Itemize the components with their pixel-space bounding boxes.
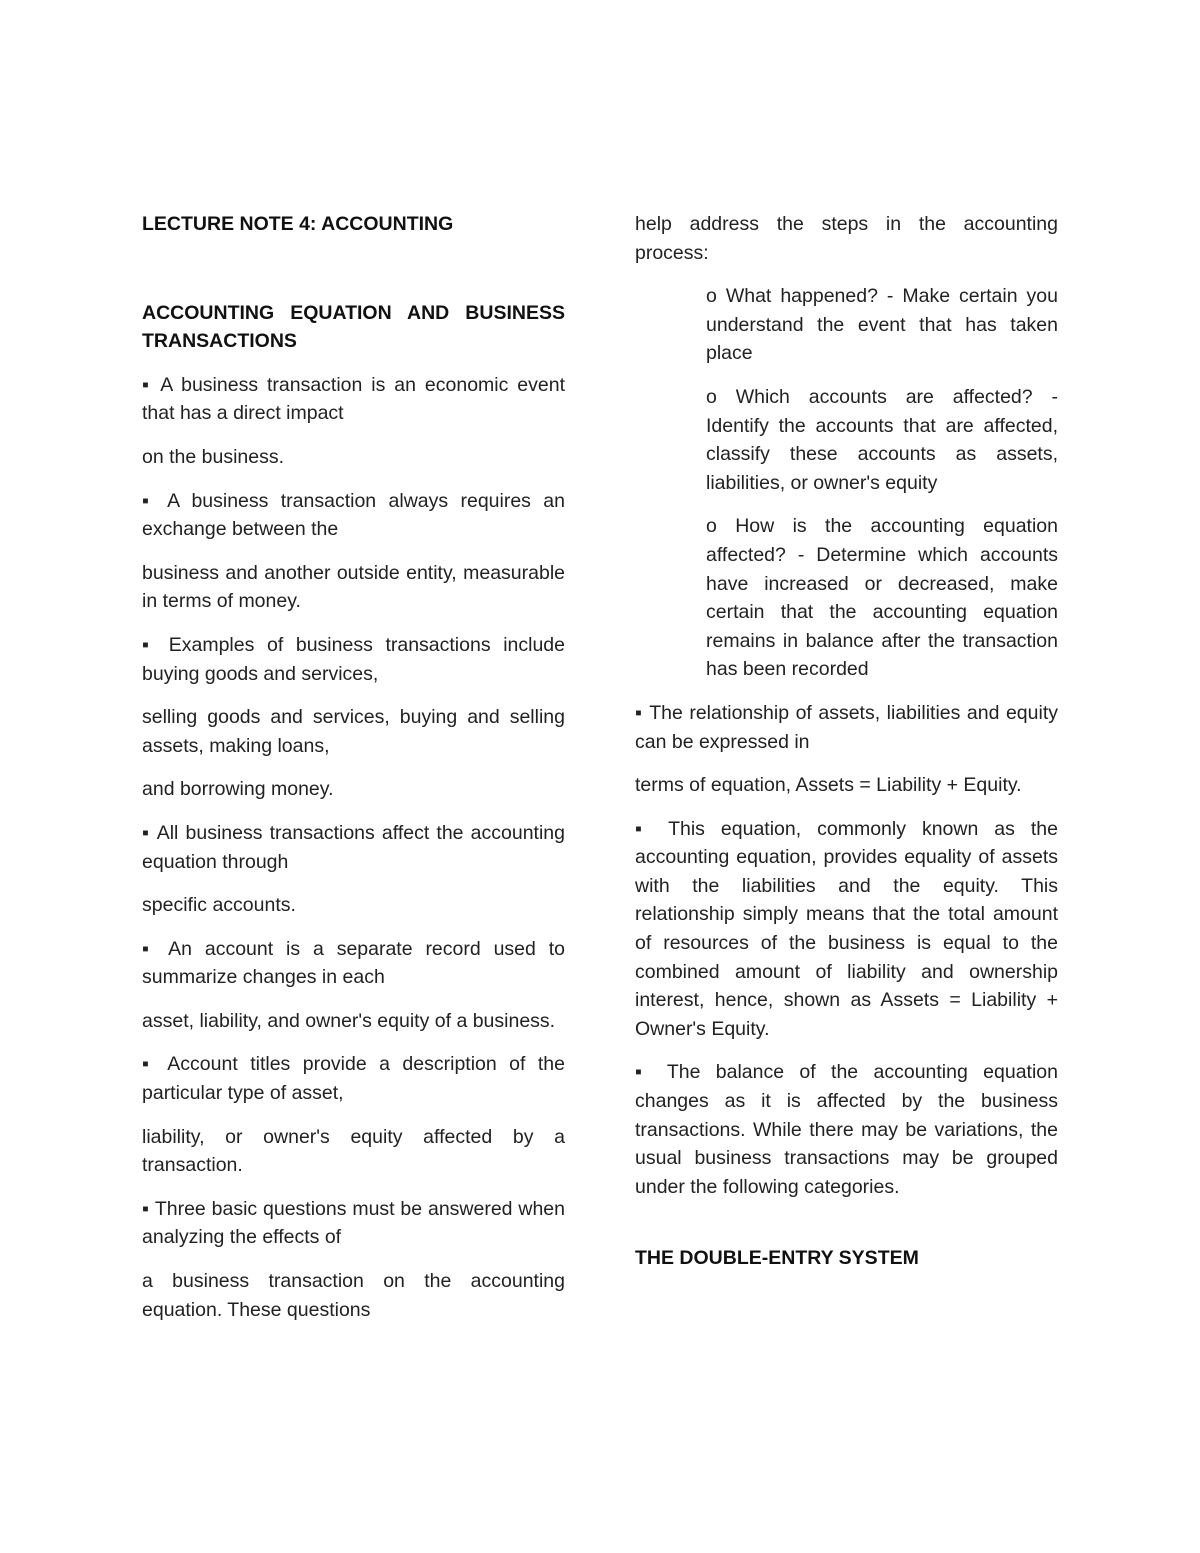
paragraph: ▪ An account is a separate record used to summarize changes in each — [142, 937, 565, 989]
paragraph: ▪ All business transactions affect the accounting equation through — [142, 821, 565, 873]
left-column — [142, 210, 565, 1339]
paragraph: ▪ The balance of the accounting equation changes as it is affected by the business transactions. While there may be variations, the usual business transactions may be grouped under the following categories. — [635, 1061, 1058, 1198]
question-item: o What happened? - Make certain you understand the event that has taken place — [706, 285, 1058, 365]
paragraph: terms of equation, Assets = Liability + Equity. — [635, 774, 1022, 797]
paragraph: ▪ A business transaction is an economic event that has a direct impact — [142, 373, 565, 425]
paragraph: ▪ The relationship of assets, liabilities and equity can be expressed in — [635, 701, 1058, 753]
paragraph: business and another outside entity, measurable in terms of money. — [142, 561, 565, 613]
paragraph: a business transaction on the accounting equation. These questions — [142, 1270, 565, 1321]
paragraph: selling goods and services, buying and selling assets, making loans, — [142, 706, 565, 757]
paragraph: liability, or owner's equity affected by a transaction. — [142, 1125, 565, 1177]
paragraph: ▪ Account titles provide a description of the particular type of asset, — [142, 1053, 565, 1105]
paragraph: ▪ Three basic questions must be answered when analyzing the effects of — [142, 1197, 565, 1249]
paragraph: specific accounts. — [142, 894, 296, 917]
paragraph: ▪ A business transaction always requires an exchange between the — [142, 489, 565, 541]
double-entry-heading: THE DOUBLE-ENTRY SYSTEM — [635, 1247, 919, 1270]
paragraph: asset, liability, and owner's equity of a business. — [142, 1009, 556, 1032]
paragraph: help address the steps in the accounting process: — [635, 213, 1058, 264]
paragraph: on the business. — [142, 445, 285, 468]
paragraph: ▪ Examples of business transactions include buying goods and services, — [142, 633, 565, 685]
question-item: o How is the accounting equation affected? - Determine which accounts have increased or decreased, make certain that the accounting equation remains in balance after the transaction has been recorded — [706, 515, 1058, 681]
question-item: o Which accounts are affected? - Identify the accounts that are affected, classify these accounts as assets, liabilities, or owner's equity — [706, 385, 1058, 494]
paragraph: ▪ This equation, commonly known as the accounting equation, provides equality of assets with the liabilities and the equity. This relationship simply means that the total amount of resources of the business is equal to the combined amount of liability and ownership interest, hence, shown as Assets = Liability + Owner's Equity. — [635, 817, 1058, 1040]
paragraph: and borrowing money. — [142, 778, 334, 801]
lecture-title: LECTURE NOTE 4: ACCOUNTING — [142, 213, 454, 235]
right-column — [635, 210, 1058, 1288]
section-heading: ACCOUNTING EQUATION AND BUSINESS TRANSACTIONS — [142, 301, 565, 353]
